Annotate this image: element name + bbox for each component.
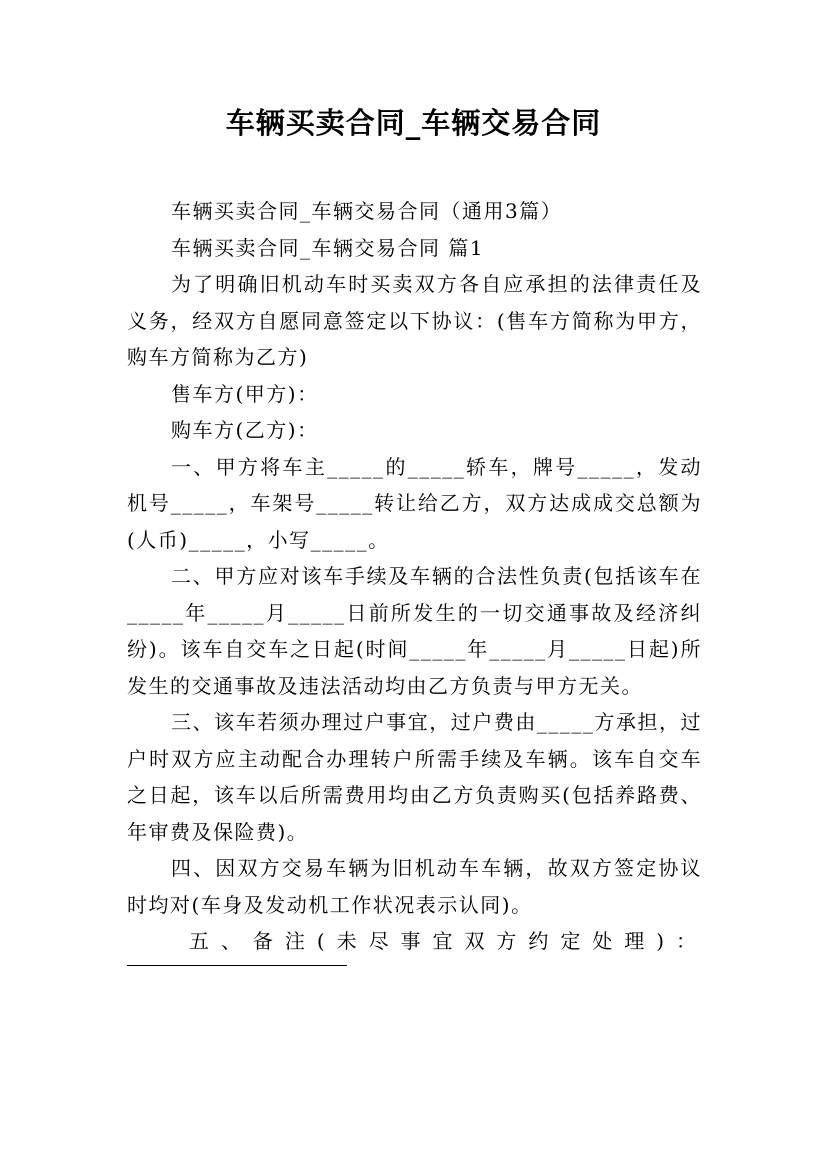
paragraph-subheading: 车辆买卖合同_车辆交易合同 篇1 [171, 235, 485, 260]
paragraph-clause-5: 五、备注(未尽事宜双方约定处理)： [189, 929, 702, 953]
paragraph-clause-4: 四、因双方交易车辆为旧机动车车辆，故双方签定协议时均对(车身及发动机工作状况表示认同)。 [127, 856, 702, 917]
paragraph-intro: 为了明确旧机动车时买卖双方各自应承担的法律责任及义务，经双方自愿同意签定以下协议：(售车方简称为甲方，购车方简称为乙方) [127, 272, 702, 369]
paragraph-seller: 售车方(甲方)： [171, 381, 319, 406]
document-title: 车辆买卖合同_车辆交易合同 [225, 106, 602, 140]
paragraph-buyer: 购车方(乙方)： [171, 418, 319, 442]
document-body [127, 193, 702, 966]
blank-fill-line [127, 964, 347, 966]
paragraph-clause-3: 三、该车若须办理过户事宜，过户费由_____方承担，过户时双方应主动配合办理转户所需手续及车辆。该车自交车之日起，该车以后所需费用均由乙方负责购买(包括养路费、年审费及保险费)。 [127, 710, 702, 844]
paragraph-heading: 车辆买卖合同_车辆交易合同（通用3篇） [171, 199, 563, 223]
paragraph-clause-1: 一、甲方将车主_____的_____轿车，牌号_____，发动机号_____，车架号_____转让给乙方，双方达成成交总额为(人币)_____，小写_____。 [127, 454, 702, 552]
paragraph-clause-2: 二、甲方应对该车手续及车辆的合法性负责(包括该车在_____年_____月_____日前所发生的一切交通事故及经济纠纷)。该车自交车之日起(时间_____年_____月_____日起)所发生的交通事故及违法活动均由乙方负责与甲方无关。 [127, 564, 702, 698]
